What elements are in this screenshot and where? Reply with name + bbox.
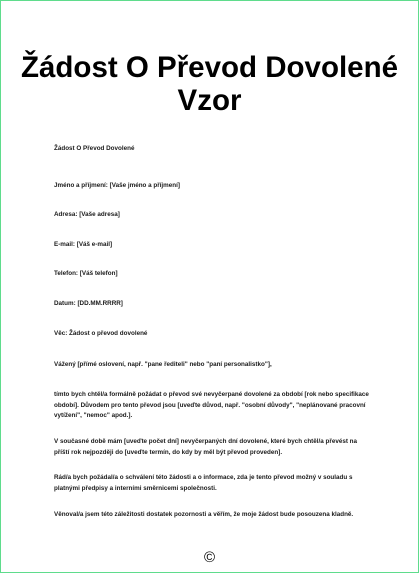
body-paragraph-2: V současné době mám [uveďte počet dní] nevyčerpaných dní dovolené, které bych chtěl/a převést na příští rok nejpozději do [uveďte termín, do kdy by měl být převod proveden].: [54, 438, 358, 456]
salutation-line: Vážený [přímé oslovení, např. "pane řediteli" nebo "paní personalistko"],: [54, 361, 272, 368]
phone-line: Telefon: [Váš telefon]: [54, 270, 118, 277]
body-paragraph-1: tímto bych chtěl/a formálně požádat o převod své nevyčerpané dovolené za období [rok nebo specifikace období]. Důvodem pro tento převod jsou [uveďte důvod, např. "osobní důvody", "neplánované pracovní vytížení", "nemoc" apod.].: [54, 391, 369, 419]
copyright-icon: ©: [203, 549, 216, 566]
date-line: Datum: [DD.MM.RRRR]: [54, 300, 123, 307]
page-title: [1, 51, 418, 117]
title-line-1: Žádost O Převod Dovolené: [20, 51, 399, 84]
name-line: Jméno a příjmení: [Vaše jméno a příjmení]: [54, 182, 180, 189]
email-line: E-mail: [Váš e-mail]: [54, 241, 113, 248]
body-paragraph-4: Věnoval/a jsem této záležitosti dostatek pozornosti a věřím, že moje žádost bude posouzena kladně.: [54, 511, 354, 518]
document-heading: Žádost O Převod Dovolené: [54, 145, 135, 152]
address-line: Adresa: [Vaše adresa]: [54, 211, 120, 218]
subject-line: Věc: Žádost o převod dovolené: [54, 330, 148, 337]
title-line-2: Vzor: [177, 84, 242, 117]
body-paragraph-3: Rád/a bych požádal/a o schválení této žádosti a o informace, zda je tento převod možný v souladu s platnými předpisy a interními směrnicemi společnosti.: [54, 474, 353, 492]
